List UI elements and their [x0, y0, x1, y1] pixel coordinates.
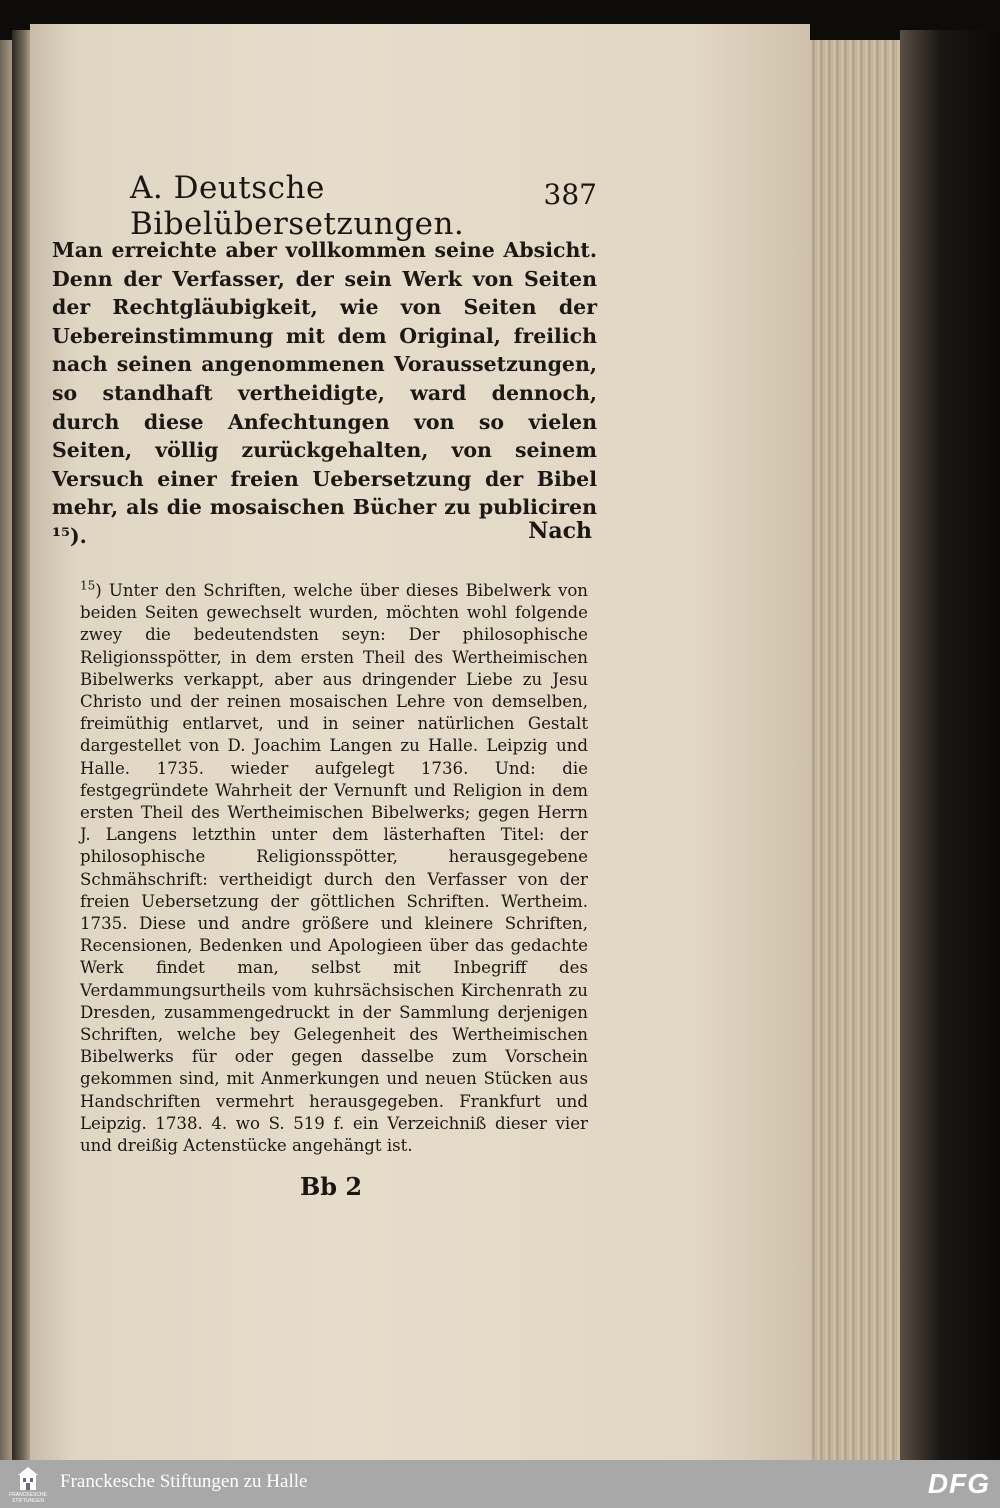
dfg-logo: DFG — [927, 1468, 990, 1499]
page-number: 387 — [543, 178, 597, 211]
institution-name: Franckesche Stiftungen zu Halle — [60, 1471, 308, 1492]
page-header — [52, 160, 597, 242]
logo-text: FRANCKESCHE STIFTUNGEN — [9, 1492, 47, 1504]
left-page-edge — [0, 40, 12, 1460]
footnote-mark: 15 — [80, 578, 96, 593]
footnote-text: ) Unter den Schriften, welche über dieses Bibelwerk von beiden Seiten gewechselt wurden, möchten wohl folgende zwey die bedeutendsten seyn: Der philosophische Religionsspötter, in dem ersten Theil des Wertheimischen Bibelwerks verkappt, aber aus dringender Liebe zu Jesu Christo und der reinen mosaischen Lehre von demselben, freimüthig entlarvet, und in seiner natürlichen Gestalt dargestellet von D. Joachim Langen zu Halle. Leipzig und Halle. 1735. wieder aufgelegt 1736. Und: die festgegründete Wahrheit der Vernunft und Religion in dem ersten Theil des Wertheimischen Bibelwerks; gegen Herrn J. Langens letzthin unter dem lästerhaften Titel: der philosophische Religionsspötter, herausgegebene Schmähschrift: vertheidigt durch den Verfasser von der freien Uebersetzung der göttlichen Schriften. Wertheim. 1735. Diese und andre größere und kleinere Schriften, Recensionen, Bedenken und Apologieen über das gedachte Werk findet man, selbst mit Inbegriff des Verdammungsurtheils vom kuhrsächsischen Kirchenrath zu Dresden, zusammengedruckt in der Sammlung derjenigen Schriften, welche bey Gelegenheit des Wertheimischen Bibelwerks für oder gegen dasselbe zum Vorschein gekommen sind, mit Anmerkungen und neuen Stücken aus Handschriften vermehrt herausgegeben. Frankfurt und Leipzig. 1738. 4. wo S. 519 f. ein Verzeichniß dieser vier und dreißig Actenstücke angehängt ist. — [80, 581, 588, 1156]
catchword: Nach — [528, 518, 592, 544]
signature-mark: Bb 2 — [300, 1172, 363, 1201]
book-shadow — [900, 30, 1000, 1460]
footnote — [80, 580, 588, 1157]
book-gutter — [12, 30, 32, 1460]
running-head: A. Deutsche Bibelübersetzungen. — [130, 170, 465, 242]
body-paragraph: Man erreichte aber vollkommen seine Absicht. Denn der Verfasser, der sein Werk von Seiten der Rechtgläubigkeit, wie von Seiten der Uebereinstimmung mit dem Original, freilich nach seinen angenommenen Voraussetzungen, so standhaft vertheidigte, ward dennoch, durch diese Anfechtungen von so vielen Seiten, völlig zurückgehalten, von seinem Versuch einer freien Uebersetzung der Bibel mehr, als die mosaischen Bücher zu publiciren ¹⁵). — [52, 238, 597, 548]
footer-bar — [0, 1460, 1000, 1508]
institution-logo-icon — [6, 1464, 50, 1504]
building-icon — [6, 1464, 50, 1492]
